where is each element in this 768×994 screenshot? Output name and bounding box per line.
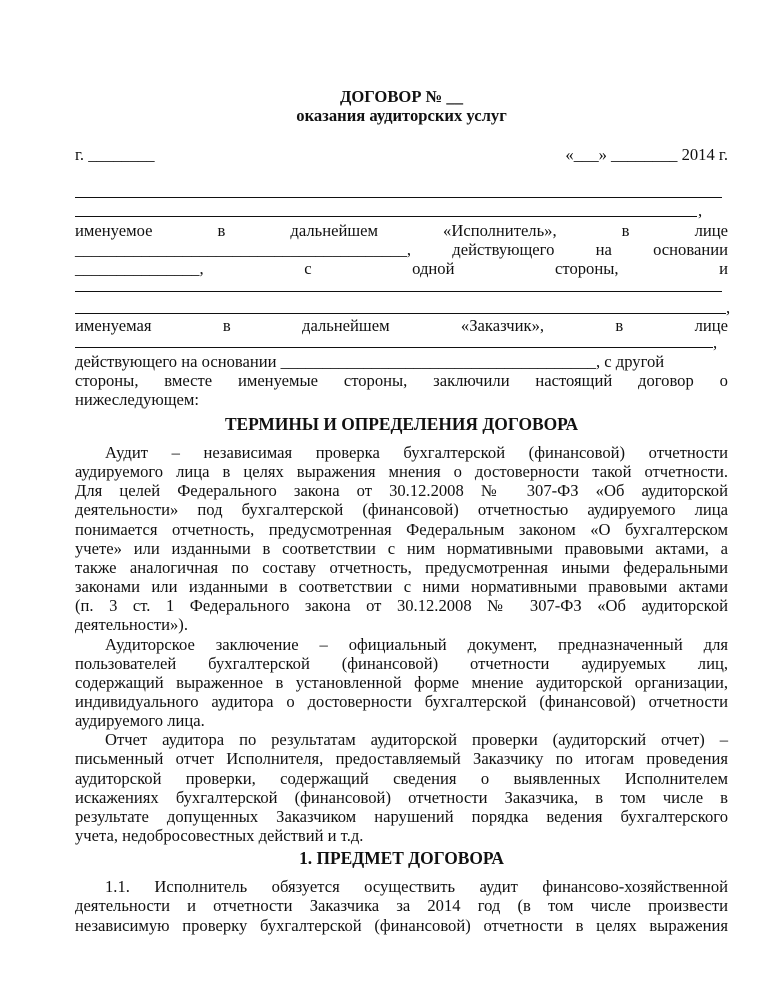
text-line: Для целей Федерального закона от 30.12.2008 № 307-ФЗ «Об аудиторской — [75, 481, 728, 501]
customer-basis-line: действующего на основании ______________________________________, с другой — [75, 352, 665, 371]
contract-title: ДОГОВОР № __ — [339, 87, 464, 106]
text-line: искажениях бухгалтерской (финансовой) отчетности Заказчика, в том числе в — [75, 787, 728, 807]
city-line: г. ________ — [75, 145, 155, 164]
text-line: аудируемого лица в целях выражения мнения о достоверности такой отчетности. — [75, 462, 728, 482]
text-line: аудируемого лица. — [75, 711, 205, 731]
text-line: учета, недобросовестных действий и т.д. — [75, 826, 364, 845]
customer-name-blank — [75, 291, 722, 292]
text-line: учете» или изданными в соответствии с ним нормативными правовыми актами, а — [75, 538, 728, 558]
contract-subtitle: оказания аудиторских услуг — [296, 106, 507, 125]
text-line: индивидуального аудитора о достоверности бухгалтерской (финансовой) отчетности — [75, 691, 728, 711]
text-line: аудиторской проверки, содержащий сведения о выявленных Исполнителем — [75, 768, 728, 788]
text-line: понимается отчетность, предусмотренная Федеральным законом «О бухгалтерском — [75, 519, 728, 539]
parties-line: стороны, вместе именуемые стороны, заключили настоящий договор о — [75, 371, 728, 390]
executor-name-blank — [75, 197, 722, 198]
text-line: содержащий выраженное в установленной форме мнение аудиторской организации, — [75, 672, 728, 692]
customer-rep-blank — [75, 347, 713, 348]
text-line: также аналогичная по составу отчетность, предусмотренная иными федеральными — [75, 557, 728, 577]
text-line: результате допущенных Заказчиком нарушений порядка ведения бухгалтерского — [75, 806, 728, 826]
text-line: пользователей бухгалтерской (финансовой) отчетности аудируемых лиц, — [75, 653, 728, 673]
executor-basis-line: ________________________________________, действующего на основании — [75, 240, 728, 259]
text-line: 1.1. Исполнитель обязуется осуществить аудит финансово-хозяйственной — [105, 877, 728, 896]
text-line: деятельности и отчетности Заказчика за 2014 год (в том числе произвести — [75, 896, 728, 916]
document-page: ДОГОВОР № __ оказания аудиторских услуг г. ________ «___» ________ 2014 г. , именуемое в дальнейшем «Исполнитель», в лице ________________________________________, действующего на основании _______________, с одной стороны, и , именуемая в дальнейшем «Заказчик», в лице , действующего на основании ______________________________________, с другой стороны, вместе именуемые стороны, заключили настоящий договор о нижеследующем: ТЕРМИНЫ И ОПРЕДЕЛЕНИЯ ДОГОВОРА Аудит – независимая проверка бухгалтерской (финансовой) отчетности аудируемого лица в целях выражения мнения о достоверности такой отчетности. Для целей Федерального закона от 30.12.2008 № 307-ФЗ «Об аудиторской деятельности» под бухгалтерской (финансовой) отчетностью аудируемого лица понимается отчетность, предусмотренная Федеральным законом «О бухгалтерском учете» или изданными в соответствии с ним нормативными правовыми актами, а также аналогичная по составу отчетность, предусмотренная иными федеральными законами или изданными в соответствии с ними нормативными правовыми актами (п. 3 ст. 1 Федерального закона от 30.12.2008 № 307-ФЗ «Об аудиторской деятельности»). Аудиторское заключение – официальный документ, предназначенный для пользователей бухгалтерской (финансовой) отчетности аудируемых лиц, содержащий выраженное в установленной форме мнение аудиторской организации, индивидуального аудитора о достоверности бухгалтерской (финансовой) отчетности аудируемого лица. Отчет аудитора по результатам аудиторской проверки (аудиторский отчет) – письменный отчет Исполнителя, предоставляемый Заказчику по итогам проведения аудиторской проверки, содержащий сведения о выявленных Исполнителем искажениях бухгалтерской (финансовой) отчетности Заказчика, в том числе в результате допущенных Заказчиком нарушений порядка ведения бухгалтерского учета, недобросовестных действий и т.д. 1. ПРЕДМЕТ ДОГОВОРА 1.1. Исполнитель обязуется осуществить аудит финансово-хозяйственной деятельности и отчетности Заказчика за 2014 год (в том числе произвести независимую проверку бухгалтерской (финансовой) отчетности в целях выражения — [75, 87, 731, 935]
section-1-heading: 1. ПРЕДМЕТ ДОГОВОРА — [299, 848, 504, 868]
terms-heading: ТЕРМИНЫ И ОПРЕДЕЛЕНИЯ ДОГОВОРА — [224, 414, 579, 434]
text-line: деятельности» под бухгалтерской (финансовой) отчетностью аудируемого лица — [75, 500, 728, 520]
executor-side-line: _______________, с одной стороны, и — [75, 259, 728, 278]
text-line: Аудиторское заключение – официальный документ, предназначенный для — [105, 634, 728, 654]
text-line: Отчет аудитора по результатам аудиторской проверки (аудиторский отчет) – — [105, 730, 728, 750]
customer-clause: именуемая в дальнейшем «Заказчик», в лице — [75, 316, 728, 335]
text-line: (п. 3 ст. 1 Федерального закона от 30.12.2008 № 307-ФЗ «Об аудиторской — [75, 596, 728, 616]
text-line: законами или изданными в соответствии с ними нормативными правовыми актами — [75, 577, 728, 597]
date-line: «___» ________ 2014 г. — [565, 145, 728, 164]
text-line: письменный отчет Исполнителя, предоставляемый Заказчику по итогам проведения — [75, 749, 728, 769]
executor-name-blank-2 — [75, 216, 697, 217]
executor-clause: именуемое в дальнейшем «Исполнитель», в лице — [75, 221, 728, 240]
text-line: Аудит – независимая проверка бухгалтерской (финансовой) отчетности — [105, 443, 728, 462]
text-line: деятельности»). — [75, 615, 188, 635]
parties-end: нижеследующем: — [75, 390, 199, 409]
customer-name-blank-2 — [75, 313, 726, 314]
text-line: независимую проверку бухгалтерской (финансовой) отчетности в целях выражения — [75, 915, 728, 935]
